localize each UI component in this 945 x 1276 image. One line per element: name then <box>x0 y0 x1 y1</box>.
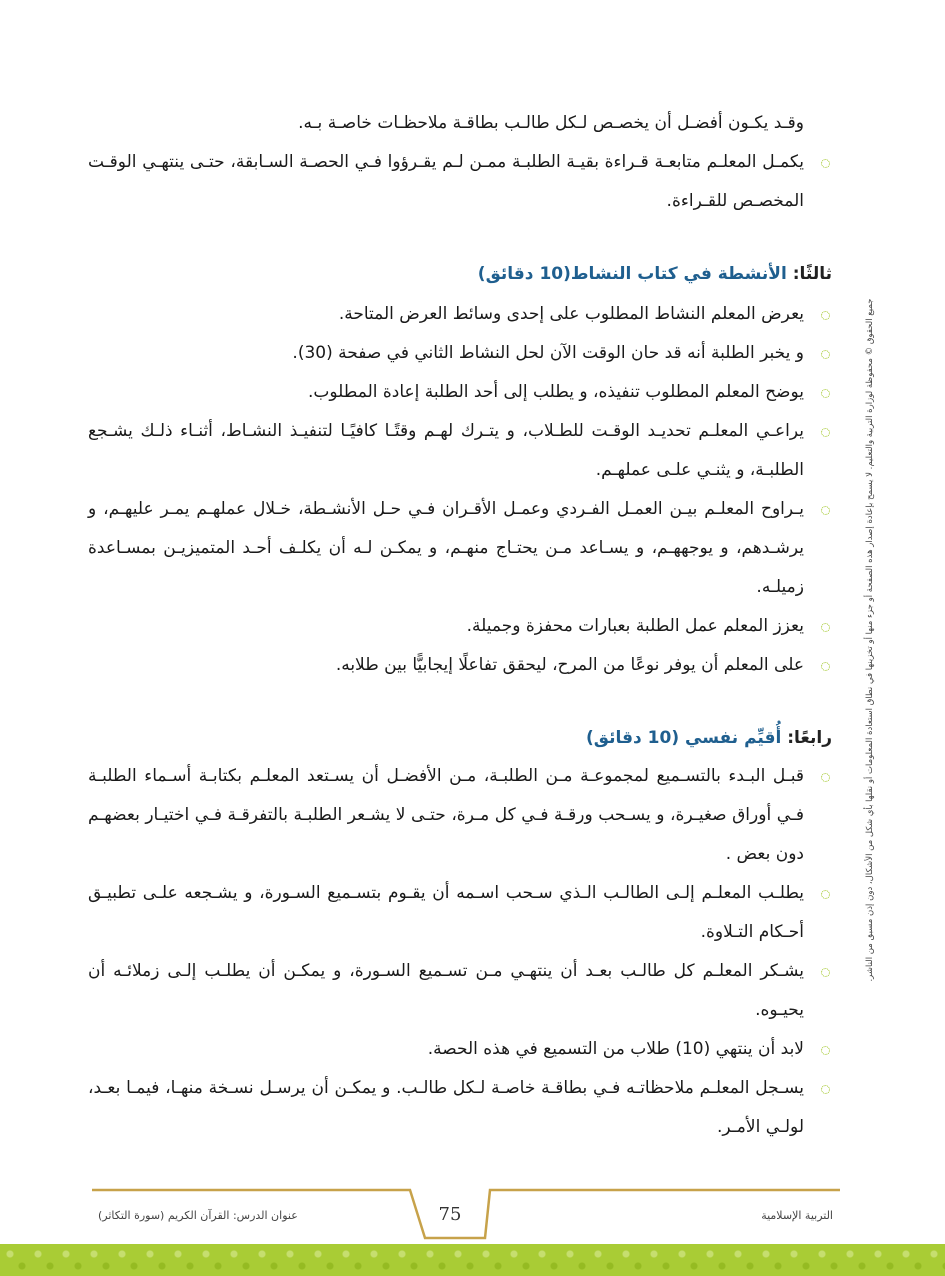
bullet-icon <box>821 350 830 359</box>
section-heading-4: رابعًا: أُقيِّم نفسي (10 دقائق) <box>586 728 832 748</box>
bullet-icon <box>821 662 830 671</box>
list-item: يوضح المعلم المطلوب تنفيذه، و يطلب إلى أحد الطلبة إعادة المطلوب. <box>88 373 832 412</box>
list-item: و يخبر الطلبة أنه قد حان الوقت الآن لحل النشاط الثاني في صفحة (30). <box>88 334 832 373</box>
list-item: على المعلم أن يوفر نوعًا من المرح، ليحقق تفاعلًا إيجابيًّا بين طلابه. <box>88 646 832 685</box>
subject-name: التربية الإسلامية <box>761 1209 833 1222</box>
page-number: 75 <box>438 1204 462 1225</box>
intro-list <box>88 143 832 221</box>
list-item: يعرض المعلم النشاط المطلوب على إحدى وسائط العرض المتاحة. <box>88 295 832 334</box>
list-item: لابد أن ينتهي (10) طلاب من التسميع في هذه الحصة. <box>88 1030 832 1069</box>
list-item: يعزز المعلم عمل الطلبة بعبارات محفزة وجميلة. <box>88 607 832 646</box>
intro-line: وقـد يكـون أفضـل أن يخصـص لـكل طالـب بطاقـة ملاحظـات خاصـة بـه. <box>298 113 804 133</box>
copyright-sidebar <box>850 290 890 990</box>
list-item: يكمـل المعلـم متابعـة قـراءة بقيـة الطلبـة ممـن لـم يقـرؤوا فـي الحصـة السـابقة، حتـى ينتهـي الوقـت المخصـص للقـراءة. <box>88 143 832 221</box>
bullet-icon <box>821 389 830 398</box>
list-item: قبـل البـدء بالتسـميع لمجموعـة مـن الطلبـة، مـن الأفضـل أن يسـتعد المعلـم بكتابـة أسـماء الطلبـة فـي أوراق صغيـرة، و يسـحب ورقـة فـي كل مـرة، حتـى لا يشـعر الطلبـة بالتفرقـة فـي اختيـار بعضهـم دون بعض . <box>88 757 832 874</box>
copyright-text: جميع الحقوق © محفوظة لوزارة التربية والتعليم. لا يسمح بإعادة إصدار هذه الصفحة أو جزء منها أو تخزينها في نطاق استعادة المعلومات أو نقلها بأي شكل من الأشكال، دون إذن مسبق من الناشر. <box>865 298 875 982</box>
list-item: يسـجل المعلـم ملاحظاتـه فـي بطاقـة خاصـة لـكل طالـب. و يمكـن أن يرسـل نسـخة منهـا، فيمـا بعـد، لولـي الأمـر. <box>88 1069 832 1147</box>
main-content <box>88 104 832 1147</box>
bullet-icon <box>821 623 830 632</box>
list-item: يراعـي المعلـم تحديـد الوقـت للطـلاب، و يتـرك لهـم وقتًـا كافيًـا لتنفيـذ النشـاط، أثنـاء ذلـك يشـجع الطلبـة، و يثنـي علـى عملهـم. <box>88 412 832 490</box>
bullet-icon <box>821 506 830 515</box>
bullet-icon <box>821 968 830 977</box>
list-item: يشـكر المعلـم كل طالـب بعـد أن ينتهـي مـن تسـميع السـورة، و يمكـن أن يطلـب إلـى زملائـه أن يحيـوه. <box>88 952 832 1030</box>
bullet-icon <box>821 773 830 782</box>
section3-list <box>88 295 832 685</box>
section-heading-3: ثالثًا: الأنشطة في كتاب النشاط(10 دقائق) <box>477 264 832 284</box>
bullet-icon <box>821 1085 830 1094</box>
decorative-band <box>0 1244 945 1276</box>
list-item: يـراوح المعلـم بيـن العمـل الفـردي وعمـل الأقـران فـي حـل الأنشـطة، خـلال عملهـم يمـر عليهـم، و يرشـدهم، و يوجههـم، و يسـاعد مـن يحتـاج منهـم، و يمكـن لـه أن يكلـف أحـد المتميزيـن بمسـاعدة زميلـه. <box>88 490 832 607</box>
bullet-icon <box>821 890 830 899</box>
list-item: يطلـب المعلـم إلـى الطالـب الـذي سـحب اسـمه أن يقـوم بتسـميع السـورة، و يشـجعه علـى تطبيـق أحـكام التـلاوة. <box>88 874 832 952</box>
bullet-icon <box>821 159 830 168</box>
section4-list <box>88 757 832 1147</box>
bullet-icon <box>821 428 830 437</box>
bullet-icon <box>821 1046 830 1055</box>
bullet-icon <box>821 311 830 320</box>
lesson-title: عنوان الدرس: القرآن الكريم (سورة التكاثر) <box>98 1209 298 1222</box>
